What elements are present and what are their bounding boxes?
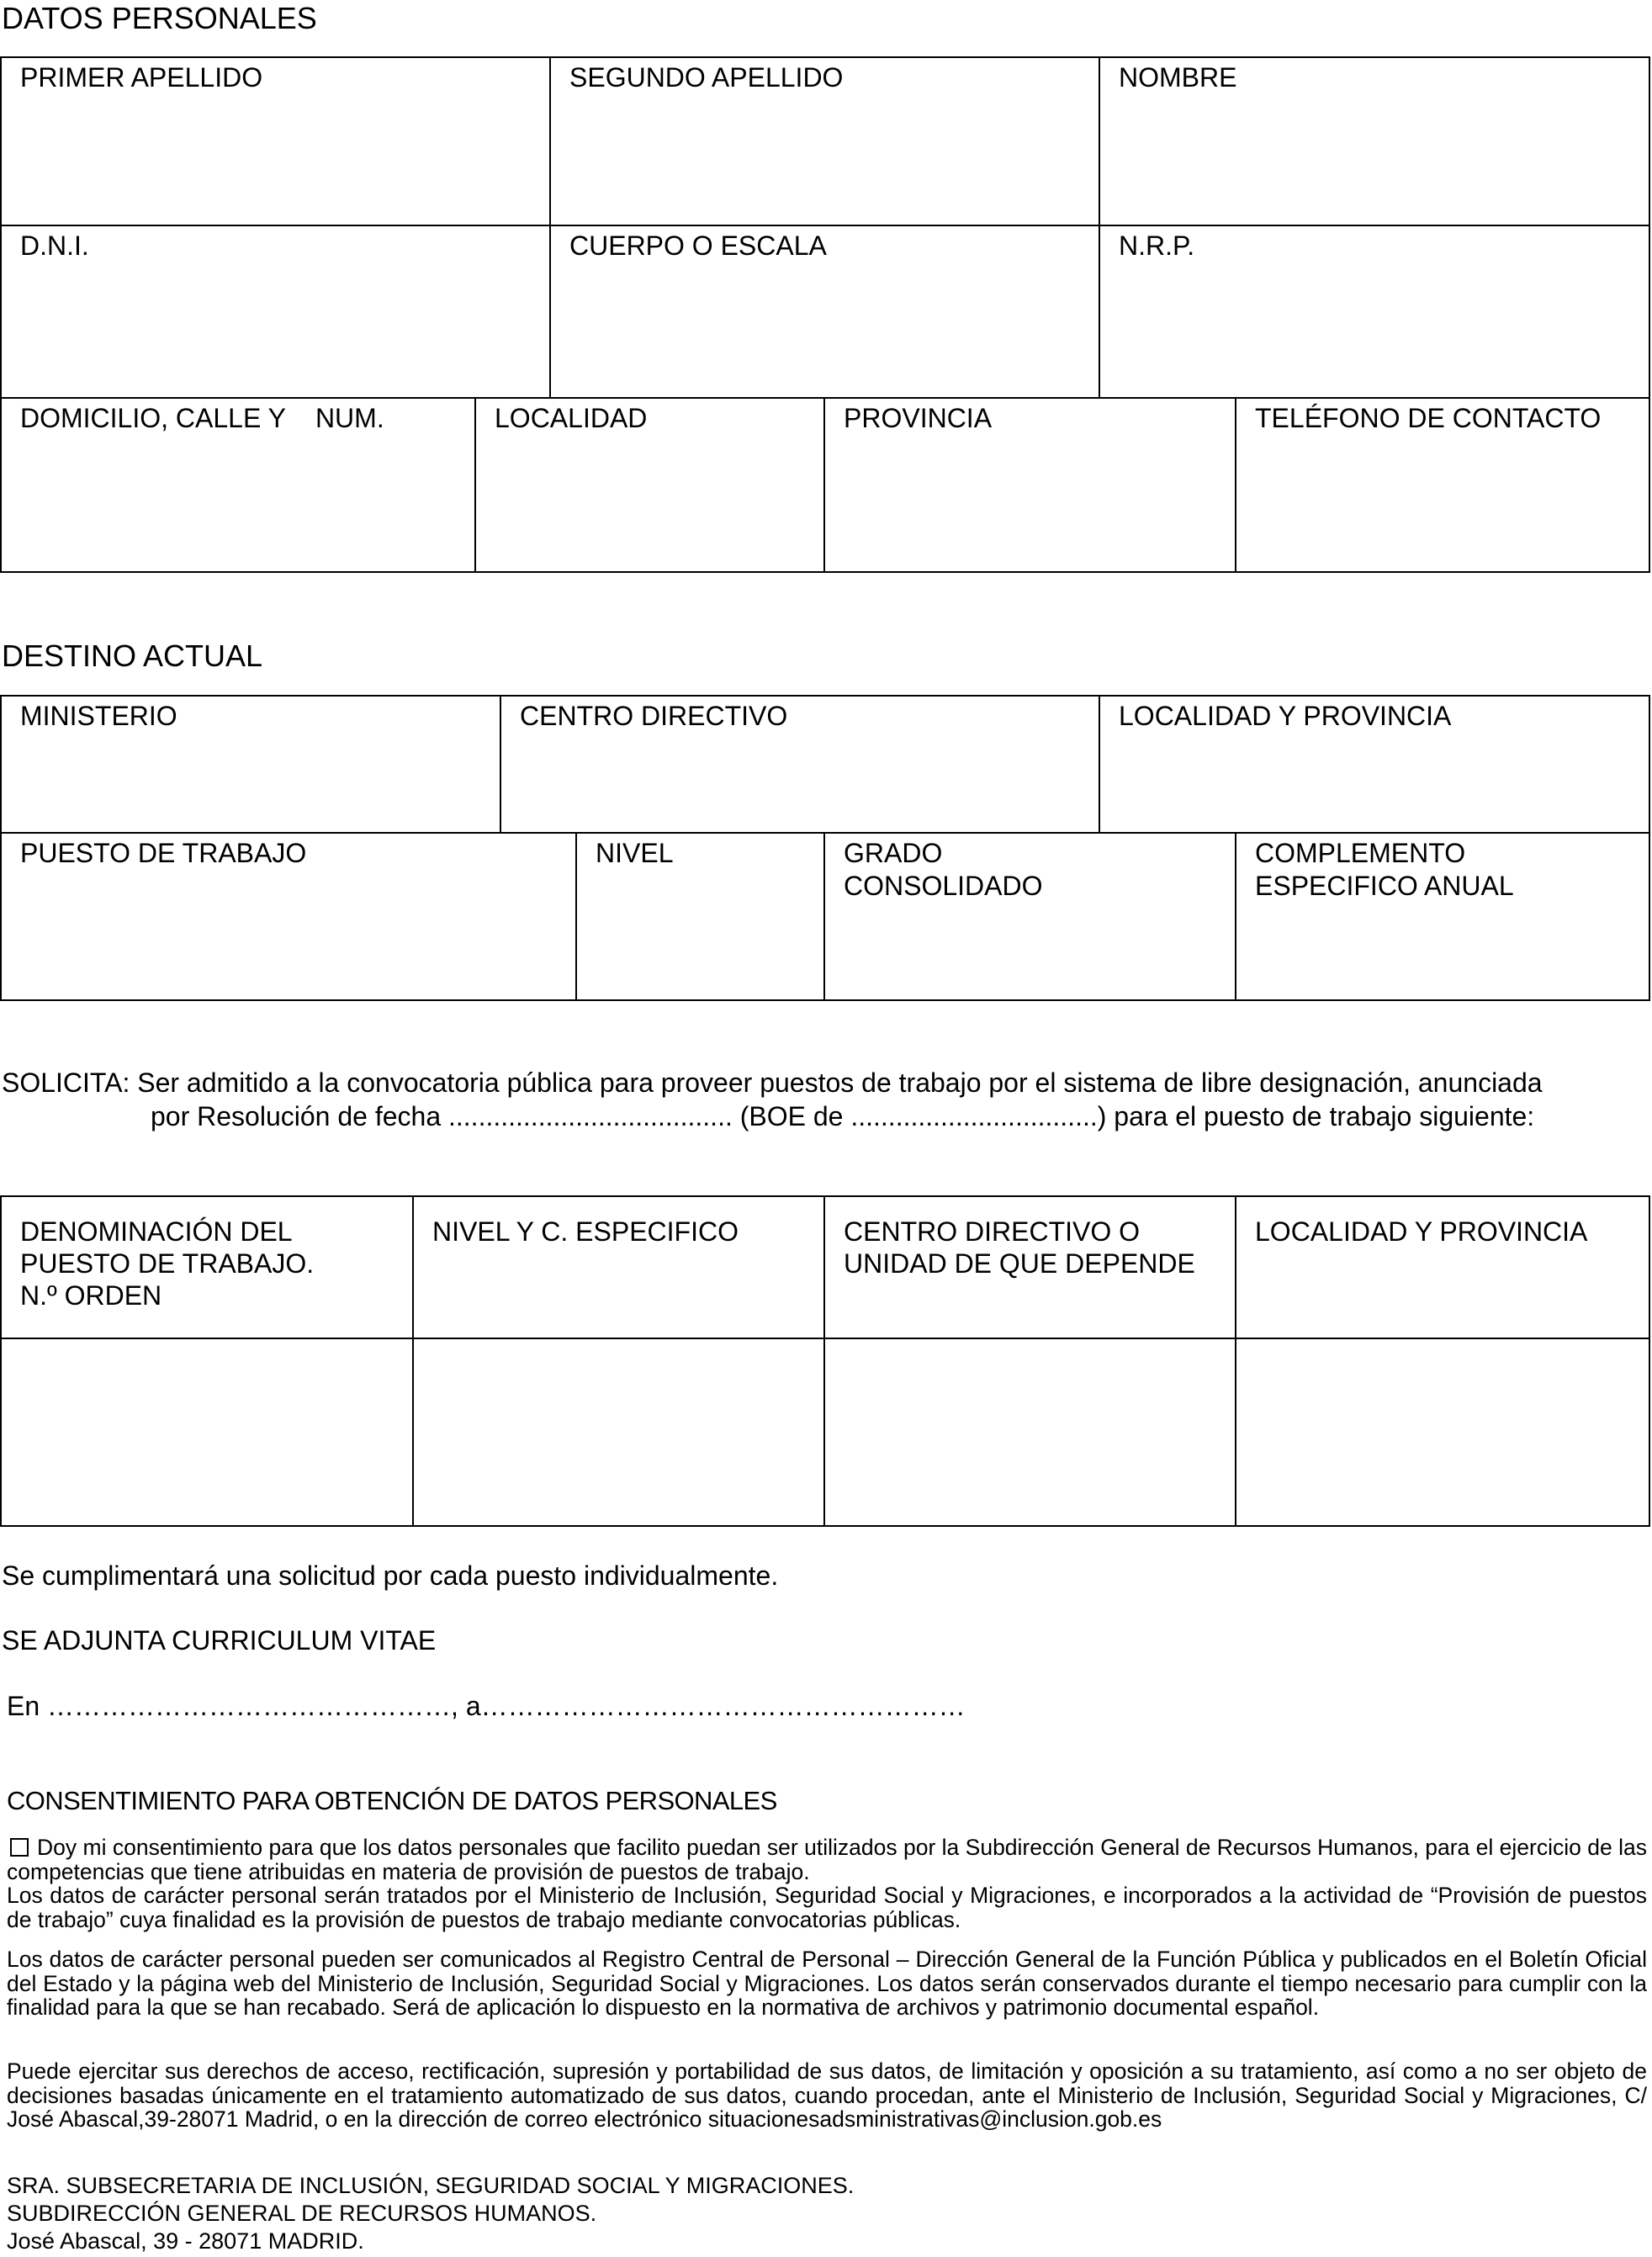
note-curriculum: SE ADJUNTA CURRICULUM VITAE: [2, 1625, 437, 1656]
table-header-nivel: [412, 1195, 825, 1339]
field-complemento-especifico[interactable]: [1235, 832, 1650, 1001]
field-label: TELÉFONO DE CONTACTO: [1255, 403, 1602, 433]
table-header-centro: [823, 1195, 1236, 1339]
destinatario-line-3: José Abascal, 39 - 28071 MADRID.: [7, 2228, 364, 2254]
field-nivel[interactable]: [575, 832, 825, 1001]
field-grado-consolidado[interactable]: [823, 832, 1236, 1001]
field-segundo-apellido[interactable]: [549, 56, 1100, 226]
field-dni[interactable]: [0, 225, 551, 399]
field-label: NOMBRE: [1119, 62, 1237, 93]
note-una-solicitud: Se cumplimentará una solicitud por cada puesto individualmente.: [2, 1560, 779, 1591]
header-label: LOCALIDAD Y PROVINCIA: [1255, 1216, 1588, 1247]
field-label: CONSOLIDADO: [844, 871, 1043, 901]
field-nrp[interactable]: [1099, 225, 1650, 399]
field-label: PUESTO DE TRABAJO: [20, 838, 307, 868]
header-label: UNIDAD DE QUE DEPENDE: [844, 1248, 1195, 1279]
field-domicilio[interactable]: [0, 397, 476, 573]
header-label: DENOMINACIÓN DEL: [20, 1216, 293, 1247]
destinatario-line-1: SRA. SUBSECRETARIA DE INCLUSIÓN, SEGURIDAD SOCIAL Y MIGRACIONES.: [7, 2173, 855, 2198]
field-centro-directivo[interactable]: [500, 695, 1100, 834]
field-label: SEGUNDO APELLIDO: [569, 62, 844, 93]
field-label: N.R.P.: [1119, 230, 1195, 261]
header-label: PUESTO DE TRABAJO.: [20, 1248, 315, 1279]
field-label: MINISTERIO: [20, 701, 177, 731]
header-label: N.º ORDEN: [20, 1280, 162, 1311]
field-label: LOCALIDAD: [495, 403, 648, 433]
solicita-line-1: SOLICITA: Ser admitido a la convocatoria pública para proveer puestos de trabajo por el sistema de libre designación, anunciada: [2, 1068, 1543, 1098]
table-cell-denominacion[interactable]: [0, 1338, 414, 1527]
table-cell-nivel[interactable]: [412, 1338, 825, 1527]
consentimiento-paragraph-2: Los datos de carácter personal pueden ser comunicados al Registro Central de Personal – Dirección General de la Función Pública y publicados en el Boletín Oficial del Estado y la página web del Ministerio de Inclusión, Seguridad Social y Migraciones. Los datos serán conservados durante el tiempo necesario para cumplir con la finalidad para la que se han recabado. Será de aplicación lo dispuesto en la normativa de archivos y patrimonio documental español.: [7, 1947, 1647, 2020]
consent-checkbox[interactable]: [10, 1838, 29, 1857]
table-cell-centro[interactable]: [823, 1338, 1236, 1527]
field-label: GRADO: [844, 838, 943, 868]
destinatario-line-2: SUBDIRECCIÓN GENERAL DE RECURSOS HUMANOS.: [7, 2201, 597, 2226]
consent-checkbox-text: Doy mi consentimiento para que los datos personales que facilito puedan ser utilizados por la Subdirección General de Recursos Humanos, para el ejercicio de las competencias que tiene atribuidas en materia de provisión de puestos de trabajo.: [7, 1835, 1647, 1884]
header-label: NIVEL Y C. ESPECIFICO: [432, 1216, 739, 1247]
field-localidad-provincia[interactable]: [1099, 695, 1650, 834]
field-puesto-trabajo[interactable]: [0, 832, 577, 1001]
field-label: DOMICILIO, CALLE Y NUM.: [20, 403, 384, 433]
field-nombre[interactable]: [1099, 56, 1650, 226]
field-label: COMPLEMENTO: [1255, 838, 1466, 868]
section-title-destino-actual: DESTINO ACTUAL: [2, 638, 263, 673]
field-label: D.N.I.: [20, 230, 89, 261]
field-localidad[interactable]: [474, 397, 825, 573]
header-label: CENTRO DIRECTIVO O: [844, 1216, 1141, 1247]
field-label: PROVINCIA: [844, 403, 993, 433]
lugar-fecha-line[interactable]: En ………………………………………, a………………………………………………: [7, 1691, 966, 1721]
section-title-datos-personales: DATOS PERSONALES: [2, 1, 317, 35]
table-cell-localidad[interactable]: [1235, 1338, 1650, 1527]
field-ministerio[interactable]: [0, 695, 501, 834]
consentimiento-checkbox-paragraph: [7, 1836, 1647, 1883]
field-label: CUERPO O ESCALA: [569, 230, 827, 261]
field-telefono[interactable]: [1235, 397, 1650, 573]
field-label: ESPECIFICO ANUAL: [1255, 871, 1514, 901]
field-cuerpo-escala[interactable]: [549, 225, 1100, 399]
field-label: LOCALIDAD Y PROVINCIA: [1119, 701, 1452, 731]
consentimiento-paragraph-3: Puede ejercitar sus derechos de acceso, rectificación, supresión y portabilidad de sus datos, de limitación y oposición a su tratamiento, así como a no ser objeto de decisiones basadas únicamente en el tratamiento automatizado de sus datos, cuando procedan, ante el Ministerio de Inclusión, Seguridad Social y Migraciones, C/ José Abascal,39-28071 Madrid, o en la dirección de correo electrónico situacionesadsministrativas@inclusion.gob.es: [7, 2058, 1647, 2132]
field-primer-apellido[interactable]: [0, 56, 551, 226]
table-header-localidad: [1235, 1195, 1650, 1339]
field-provincia[interactable]: [823, 397, 1236, 573]
field-label: PRIMER APELLIDO: [20, 62, 263, 93]
consentimiento-paragraph-1: Los datos de carácter personal serán tratados por el Ministerio de Inclusión, Seguridad Social y Migraciones, e incorporados a la actividad de “Provisión de puestos de trabajo” cuya finalidad es la provisión de puestos de trabajo mediante convocatorias públicas.: [7, 1883, 1647, 1932]
consentimiento-title: CONSENTIMIENTO PARA OBTENCIÓN DE DATOS PERSONALES: [7, 1786, 777, 1815]
solicita-line-2: por Resolución de fecha ...................................... (BOE de .................................) para el puesto de trabajo siguiente:: [151, 1101, 1535, 1131]
field-label: CENTRO DIRECTIVO: [520, 701, 788, 731]
field-label: NIVEL: [596, 838, 674, 868]
table-header-denominacion: [0, 1195, 414, 1339]
